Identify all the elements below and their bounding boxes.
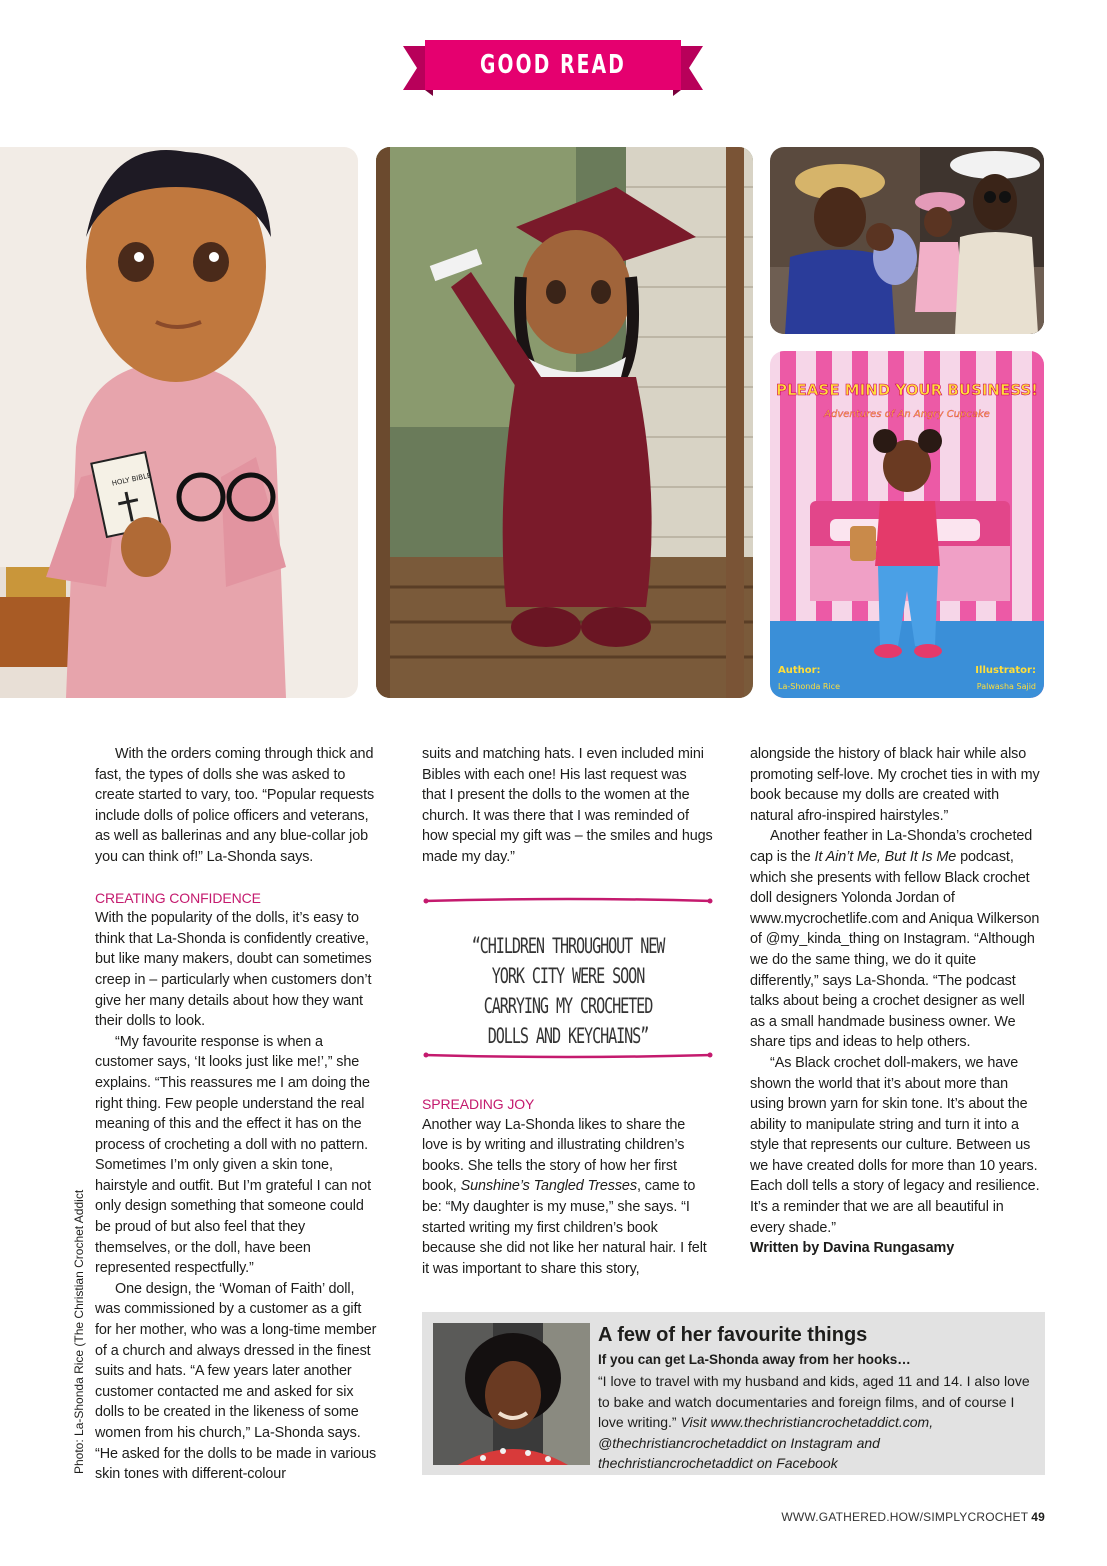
paragraph: “My favourite response is when a customer says, ‘It looks just like me!’,” she explains. “This reassures me I am doing the right thing. Few people understand the real meaning of this and the effect it has on the process of crocheting a doll with no pattern. Sometimes I’m only given a skin tone, hairstyle and outfit. But I’m grateful I can not only design something that someone could be proud of but also feel that they themselves, or the doll, have been represented respectfully.” (95, 1033, 371, 1277)
favourites-quote: “I love to travel with my husband and kids, aged 11 and 14. I also love to bake and watch documentaries and foreign films, and of course I love writing.” (598, 1373, 1030, 1430)
paragraph: One design, the ‘Woman of Faith’ doll, was commissioned by a customer as a gift for her mother, who was a long-time member of a church and always dressed in the finest suits and hats. “A few years later another customer contacted me and asked for six dolls to be created in the likeness of some women from his church,” La-Shonda says. “He asked for the dolls to be made in various skin tones with different-colour (95, 1280, 377, 1483)
page-number: 49 (1031, 1510, 1045, 1524)
quote-divider-icon (422, 1049, 714, 1061)
pull-quote (422, 895, 714, 1063)
article-column-2-lower (422, 1074, 714, 1279)
paragraph (422, 1115, 714, 1280)
paragraph: alongside the history of black hair while also promoting self-love. My crochet ties in with my book because my dolls are created with natural afro-inspired hairstyles.” (750, 746, 1040, 824)
paragraph-text: podcast, which she presents with fellow Black crochet doll designers Yolonda Jordan of www.mycrochetlife.com and Aniqua Wilkerson of @my_kinda_thing on Instagram. “Although we do the same thing, we do it quite differently,” says La-Shonda. “The podcast talks about being a crochet designer as well as a small handmade business owner. We share tips and ideas to help others. (750, 848, 1040, 1051)
book-author-label: Author: (778, 665, 821, 676)
byline: Written by Davina Rungasamy (750, 1240, 955, 1257)
paragraph-text: Another feather in La-Shonda’s crocheted cap is the (750, 828, 1033, 865)
book-title-ref: Sunshine’s Tangled Tresses (460, 1178, 637, 1195)
paragraph: With the popularity of the dolls, it’s easy to think that La-Shonda is confidently creative, but like many makers, doubt can sometimes creep in – particularly when customers don’t give her many details about how they want their dolls to look. (95, 910, 372, 1030)
la-shonda-portrait-photo (433, 1323, 590, 1465)
paragraph (750, 826, 1040, 1053)
pull-quote-text: “CHILDREN THROUGHOUT NEW YORK CITY WERE SOON CARRYING MY CROCHETED DOLLS AND KEYCHAINS” (471, 934, 665, 1048)
book-cover-photo (770, 351, 1044, 698)
page-footer (781, 1510, 1045, 1524)
bible-label: HOLY BIBLE (111, 471, 153, 488)
banner-label: GOOD READ (480, 50, 626, 80)
article-column-1 (95, 744, 378, 1485)
favourites-title: A few of her favourite things (598, 1324, 868, 1346)
article-column-3 (750, 744, 1040, 1259)
church-women-with-dolls-photo (770, 147, 1044, 334)
footer-url[interactable]: WWW.GATHERED.HOW/SIMPLYCROCHET (781, 1510, 1029, 1524)
article-column-2 (422, 744, 714, 868)
section-banner (403, 36, 703, 98)
paragraph-text: , came to be: “My daughter is my muse,” she says. “I started writing my first children’s book because she did not like her natural hair. I felt it was important to share this story, (422, 1178, 707, 1277)
photo-credit: Photo: La-Shonda Rice (The Christian Crochet Addict (72, 1189, 86, 1474)
favourites-box (422, 1312, 1045, 1475)
woman-of-faith-doll-photo (0, 147, 358, 698)
paragraph: With the orders coming through thick and fast, the types of dolls she was asked to create started to vary, too. “Popular requests include dolls of police officers and veterans, as well as ballerinas and any blue-collar job you can think of!” La-Shonda says. (95, 746, 375, 865)
book-subtitle: Adventures of An Angry Cupcake (824, 409, 990, 420)
favourites-body (598, 1371, 1038, 1474)
subheading-spreading-joy: SPREADING JOY (422, 1096, 535, 1112)
paragraph-text: Another way La-Shonda likes to share the love is by writing and illustrating children’s books. She tells the story of how her first book, (422, 1116, 686, 1195)
podcast-title-ref: It Ain’t Me, But It Is Me (814, 848, 957, 865)
favourites-links[interactable]: Visit www.thechristiancrochetaddict.com, @thechristiancrochetaddict on Instagram and thechristiancrochetaddict on Facebook (598, 1414, 934, 1471)
subheading-creating-confidence: CREATING CONFIDENCE (95, 889, 261, 906)
book-title: PLEASE MIND YOUR BUSINESS! (775, 381, 1039, 399)
quote-divider-icon (422, 895, 714, 907)
book-author: La-Shonda Rice (778, 682, 840, 691)
favourites-subtitle: If you can get La-Shonda away from her hooks… (598, 1352, 911, 1367)
paragraph: suits and matching hats. I even included mini Bibles with each one! His last request was that I present the dolls to the women at the church. It was there that I was reminded of how special my gift was – the smiles and hugs made my day.” (422, 746, 713, 865)
book-illustrator: Palwasha Sajid (976, 682, 1036, 691)
paragraph: “As Black crochet doll-makers, we have shown the world that it’s about more than using brown yarn for skin tone. It’s about the ability to manipulate string and turn it into a style that represents our culture. Between us we have created dolls for more than 10 years. Each doll tells a story of legacy and resilience. It’s a reminder that we are all beautiful in every shade.” (750, 1054, 1040, 1236)
book-illustrator-label: Illustrator: (975, 665, 1036, 676)
graduation-doll-photo (376, 147, 753, 698)
